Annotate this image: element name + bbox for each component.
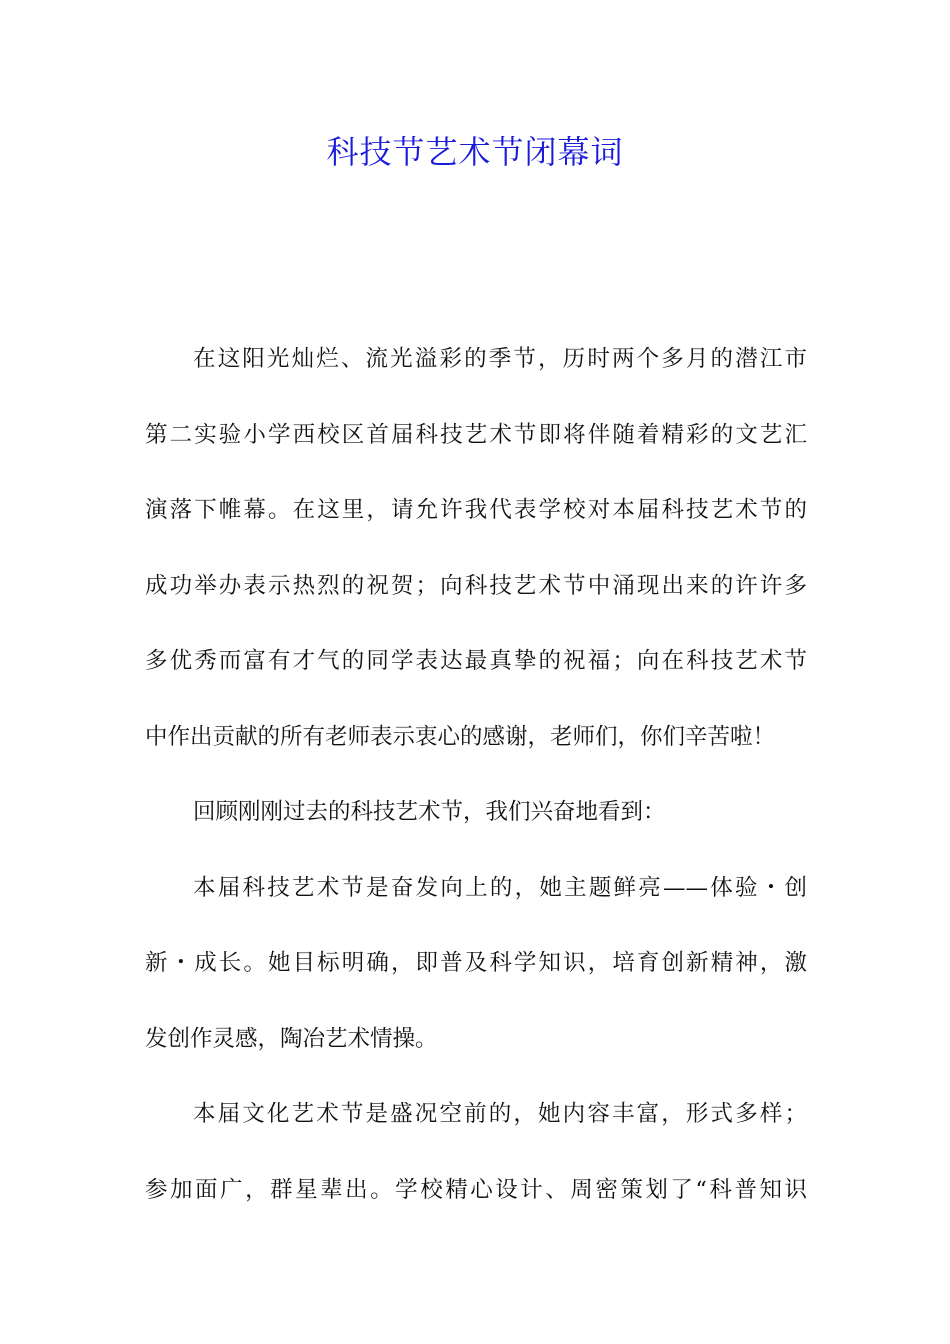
paragraph-line: 本届文化艺术节是盛况空前的，她内容丰富，形式多样； (193, 1101, 807, 1127)
paragraph-line: 在这阳光灿烂、流光溢彩的季节，历时两个多月的潜江市 (193, 346, 807, 372)
paragraph-line: 回顾刚刚过去的科技艺术节，我们兴奋地看到： (193, 799, 666, 825)
document-title: 科技节艺术节闭幕词 (326, 133, 624, 171)
paragraph-line: 演落下帷幕。在这里，请允许我代表学校对本届科技艺术节的 (145, 497, 807, 523)
document-body (145, 334, 807, 1240)
paragraph-line: 发创作灵感，陶冶艺术情操。 (145, 1025, 438, 1052)
paragraph-line: 成功举办表示热烈的祝贺；向科技艺术节中涌现出来的许许多 (145, 572, 807, 599)
paragraph-line: 第二实验小学西校区首届科技艺术节即将伴随着精彩的文艺汇 (145, 421, 807, 448)
paragraph-line: 参加面广，群星辈出。学校精心设计、周密策划了“科普知识 (145, 1176, 807, 1203)
paragraph-line: 本届科技艺术节是奋发向上的，她主题鲜亮——体验・创 (193, 874, 807, 901)
paragraph-line: 新・成长。她目标明确，即普及科学知识，培育创新精神，激 (145, 950, 807, 976)
paragraph-line: 中作出贡献的所有老师表示衷心的感谢，老师们，你们辛苦啦！ (145, 723, 776, 750)
paragraph-line: 多优秀而富有才气的同学表达最真挚的祝福；向在科技艺术节 (145, 648, 807, 674)
